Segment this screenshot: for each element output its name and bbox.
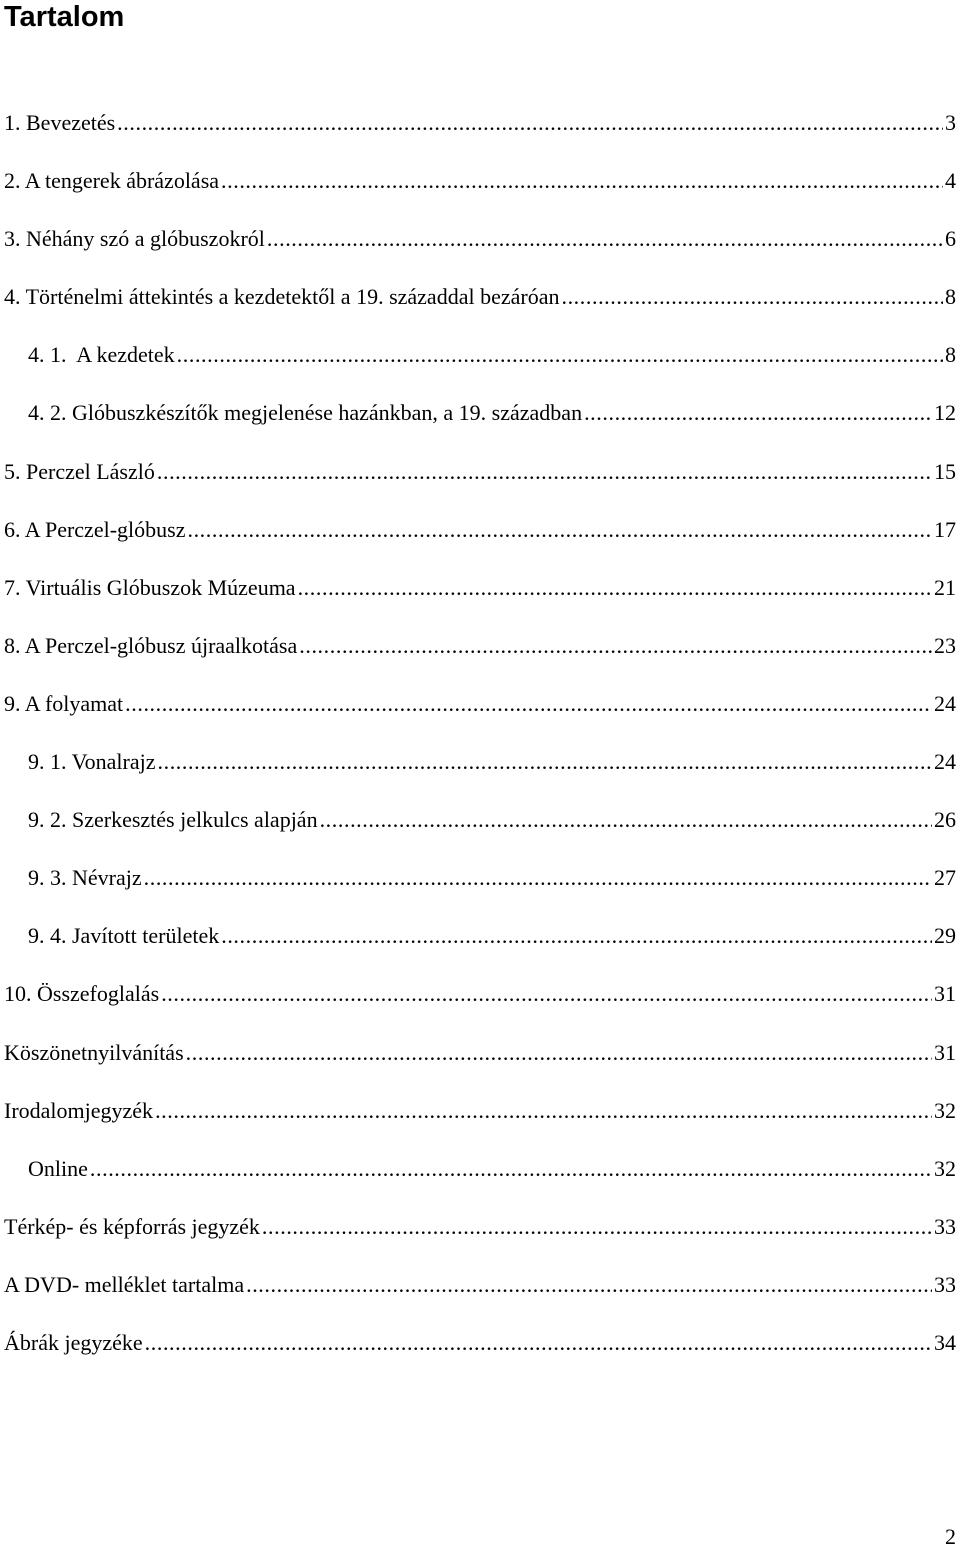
dot-leader — [187, 515, 932, 545]
toc-entry-perczel-globusz[interactable] — [4, 515, 960, 573]
toc-entry-folyamat[interactable] — [4, 689, 960, 747]
toc-entry-page: 34 — [934, 1329, 956, 1355]
toc-entry-globuszkeszitok[interactable] — [4, 398, 960, 456]
toc-entry-page: 4 — [945, 168, 956, 194]
toc-entry-label: 3. Néhány szó a glóbuszokról — [4, 226, 265, 252]
toc-entry-irodalomjegyzek[interactable] — [4, 1096, 960, 1154]
toc-entry-label: 2. A tengerek ábrázolása — [4, 168, 220, 194]
toc-entry-label: Online — [28, 1155, 88, 1181]
dot-leader — [320, 805, 932, 835]
toc-entry-page: 8 — [945, 342, 956, 368]
dot-leader — [157, 457, 932, 487]
toc-entry-bevezetes[interactable] — [4, 108, 960, 166]
toc-entry-label: 4. Történelmi áttekintés a kezdetektől a 19. századdal bezáróan — [4, 284, 560, 310]
dot-leader — [117, 108, 943, 138]
toc-entry-page: 21 — [934, 574, 956, 600]
toc-entry-page: 15 — [934, 458, 956, 484]
toc-entry-page: 32 — [934, 1097, 956, 1123]
toc-entry-label: 6. A Perczel-glóbusz — [4, 516, 186, 542]
toc-entry-page: 6 — [945, 226, 956, 252]
toc-entry-globuszok[interactable] — [4, 224, 960, 282]
toc-entry-page: 31 — [934, 1039, 956, 1065]
toc-entry-tengerek[interactable] — [4, 166, 960, 224]
dot-leader — [299, 631, 932, 661]
dot-leader — [561, 282, 943, 312]
table-of-contents — [4, 108, 960, 1386]
toc-entry-abrak-jegyzeke[interactable] — [4, 1328, 960, 1386]
toc-entry-page: 29 — [934, 923, 956, 949]
toc-entry-perczel-laszlo[interactable] — [4, 457, 960, 515]
toc-entry-page: 33 — [934, 1213, 956, 1239]
toc-entry-page: 26 — [934, 807, 956, 833]
toc-entry-label: 8. A Perczel-glóbusz újraalkotása — [4, 632, 298, 658]
toc-entry-label: 5. Perczel László — [4, 458, 155, 484]
toc-entry-label: 4. 2. Glóbuszkészítők megjelenése hazánkban, a 19. században — [28, 400, 583, 426]
toc-entry-nevrajz[interactable] — [4, 863, 960, 921]
toc-entry-page: 17 — [934, 516, 956, 542]
toc-entry-label: 9. 4. Javított területek — [28, 923, 220, 949]
dot-leader — [161, 979, 932, 1009]
toc-entry-label: 7. Virtuális Glóbuszok Múzeuma — [4, 574, 296, 600]
dot-leader — [155, 1096, 932, 1126]
toc-entry-label: Köszönetnyilvánítás — [4, 1039, 184, 1065]
toc-entry-label: 9. A folyamat — [4, 690, 124, 716]
dot-leader — [221, 921, 932, 951]
dot-leader — [246, 1270, 932, 1300]
dot-leader — [177, 340, 943, 370]
toc-entry-szerkesztes[interactable] — [4, 805, 960, 863]
dot-leader — [145, 1328, 932, 1358]
toc-entry-page: 31 — [934, 981, 956, 1007]
page-number: 2 — [945, 1524, 956, 1549]
toc-entry-page: 24 — [934, 690, 956, 716]
toc-entry-label: 9. 1. Vonalrajz — [28, 749, 156, 775]
dot-leader — [267, 224, 943, 254]
toc-entry-online[interactable] — [4, 1154, 960, 1212]
toc-entry-label: Ábrák jegyzéke — [4, 1329, 143, 1355]
dot-leader — [262, 1212, 932, 1242]
toc-entry-label: A DVD- melléklet tartalma — [4, 1271, 245, 1297]
dot-leader — [186, 1038, 932, 1068]
dot-leader — [144, 863, 932, 893]
dot-leader — [221, 166, 943, 196]
dot-leader — [298, 573, 932, 603]
toc-entry-vonalrajz[interactable] — [4, 747, 960, 805]
toc-entry-label: 1. Bevezetés — [4, 110, 116, 135]
toc-entry-tortenelmi[interactable] — [4, 282, 960, 340]
dot-leader — [584, 398, 932, 428]
toc-entry-javitott-teruletek[interactable] — [4, 921, 960, 979]
page-title: Tartalom — [4, 1, 125, 33]
toc-entry-ujraalkotas[interactable] — [4, 631, 960, 689]
toc-entry-page: 12 — [934, 400, 956, 426]
toc-entry-page: 32 — [934, 1155, 956, 1181]
toc-entry-osszefoglalas[interactable] — [4, 979, 960, 1037]
toc-entry-virtualis-muzeum[interactable] — [4, 573, 960, 631]
dot-leader — [125, 689, 932, 719]
toc-entry-page: 33 — [934, 1271, 956, 1297]
toc-entry-page: 24 — [934, 749, 956, 775]
toc-entry-label: 4. 1. A kezdetek — [28, 342, 175, 368]
toc-entry-page: 27 — [934, 865, 956, 891]
toc-entry-label: 9. 2. Szerkesztés jelkulcs alapján — [28, 807, 318, 833]
toc-entry-page: 8 — [945, 284, 956, 310]
dot-leader — [158, 747, 933, 777]
toc-entry-koszonetnyilvanitas[interactable] — [4, 1038, 960, 1096]
toc-entry-page: 23 — [934, 632, 956, 658]
toc-entry-page: 3 — [945, 110, 956, 135]
toc-entry-label: 10. Összefoglalás — [4, 981, 160, 1007]
toc-entry-terkep-kepforras[interactable] — [4, 1212, 960, 1270]
toc-entry-label: Irodalomjegyzék — [4, 1097, 154, 1123]
toc-entry-kezdetek[interactable] — [4, 340, 960, 398]
dot-leader — [90, 1154, 932, 1184]
toc-entry-label: Térkép- és képforrás jegyzék — [4, 1213, 260, 1239]
toc-entry-dvd-melleklet[interactable] — [4, 1270, 960, 1328]
toc-entry-label: 9. 3. Névrajz — [28, 865, 142, 891]
